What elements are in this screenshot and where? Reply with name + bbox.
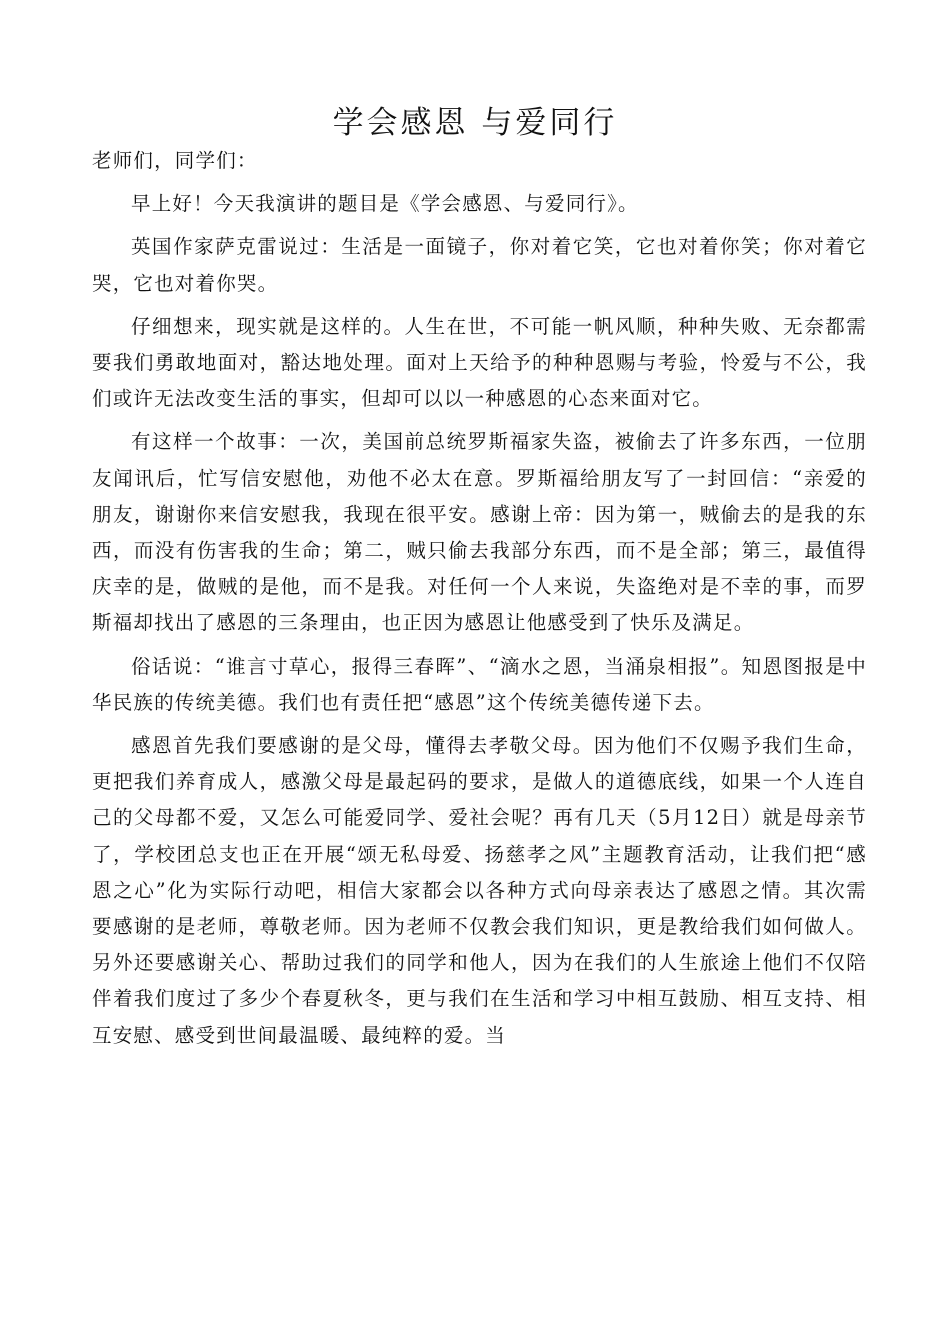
opening-paragraph: 早上好！今天我演讲的题目是《学会感恩、与爱同行》。 [131,192,639,216]
gratitude-paragraph: 感恩首先我们要感谢的是父母，懂得去孝敬父母。因为他们不仅赐予我们生命，更把我们养育成人，感激父母是最起码的要求，是做人的道德底线，如果一个人连自己的父母都不爱，又怎么可能爱同学、爱社会呢？再有几天（5月12日）就是母亲节了，学校团总支也正在开展“颂无私母爱、扬慈孝之风”主题教育活动，让我们把“感恩之心”化为实际行动吧，相信大家都会以各种方式向母亲表达了感恩之情。其次需要感谢的是老师，尊敬老师。因为老师不仅教会我们知识，更是教给我们如何做人。另外还要感谢关心、帮助过我们的同学和他人，因为在我们的人生旅途上他们不仅陪伴着我们度过了多少个春夏秋冬，更与我们在生活和学习中相互鼓励、相互支持、相互安慰、感受到世间最温暖、最纯粹的爱。当 [92,734,867,1047]
quote-paragraph: 英国作家萨克雷说过：生活是一面镜子，你对着它笑，它也对着你笑；你对着它哭，它也对着你哭。 [92,235,867,295]
proverb-paragraph: 俗话说：“谁言寸草心，报得三春晖”、“滴水之恩，当涌泉相报”。知恩图报是中华民族的传统美德。我们也有责任把“感恩”这个传统美德传递下去。 [92,654,867,714]
reflection-paragraph: 仔细想来，现实就是这样的。人生在世，不可能一帆风顺，种种失败、无奈都需要我们勇敢地面对，豁达地处理。面对上天给予的种种恩赐与考验，怜爱与不公，我们或许无法改变生活的事实，但却可以以一种感恩的心态来面对它。 [92,314,867,411]
document-body [92,143,867,1054]
greeting-paragraph: 老师们，同学们： [92,149,258,172]
story-paragraph: 有这样一个故事：一次，美国前总统罗斯福家失盗，被偷去了许多东西，一位朋友闻讯后，忙写信安慰他，劝他不必太在意。罗斯福给朋友写了一封回信：“亲爱的朋友，谢谢你来信安慰我，我现在很平安。感谢上帝：因为第一，贼偷去的是我的东西，而没有伤害我的生命；第二，贼只偷去我部分东西，而不是全部；第三，最值得庆幸的是，做贼的是他，而不是我。对任何一个人来说，失盗绝对是不幸的事，而罗斯福却找出了感恩的三条理由，也正因为感恩让他感受到了快乐及满足。 [92,430,867,635]
document-title: 学会感恩 与爱同行 [332,105,618,141]
